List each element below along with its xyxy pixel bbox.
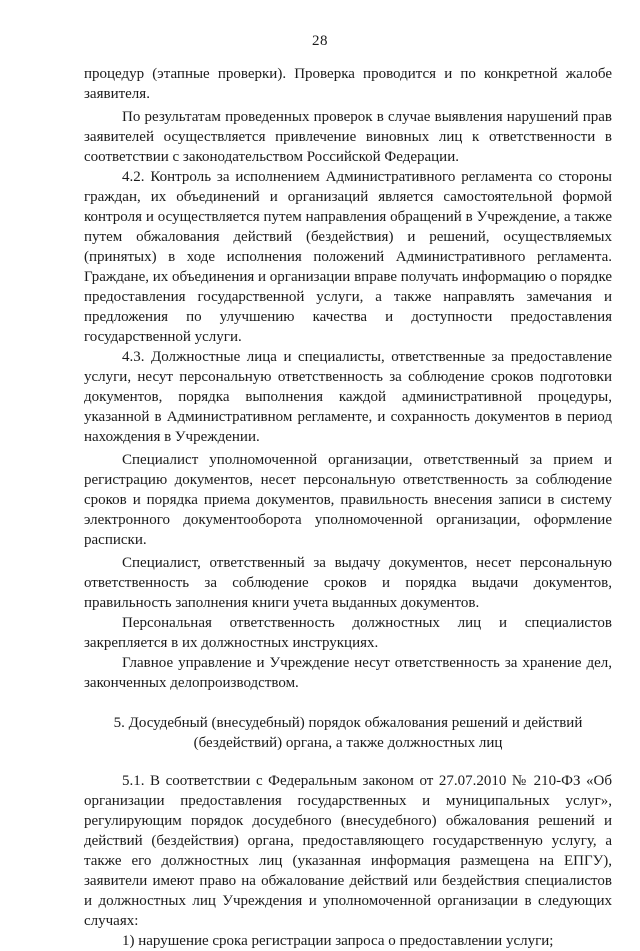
section-5-heading [84, 713, 612, 753]
paragraph-continuation: процедур (этапные проверки). Проверка проводится и по конкретной жалобе заявителя. [84, 66, 612, 102]
paragraph-reception-specialist: Специалист уполномоченной организации, ответственный за прием и регистрацию документов, несет персональную ответственность за соблюдение сроков и порядка приема документов, правильность внесения записи в систему электронного документооборота уполномоченной организации, оформление расписки. [84, 452, 612, 548]
paragraph-4-2: 4.2. Контроль за исполнением Административного регламента со стороны граждан, их объединений и организаций является самостоятельной формой контроля и осуществляется путем направления обращений в Учреждение, а также путем обжалования действий (бездействия) и решений, осуществляемых (принятых) в ходе исполнения положений Административного регламента. Граждане, их объединения и организации вправе получать информацию о порядке предоставления государственной услуги, а также направлять замечания и предложения по улучшению качества и доступности предоставления государственной услуги. [84, 169, 613, 345]
paragraph-archive-responsibility: Главное управление и Учреждение несут ответственность за хранение дел, законченных делопроизводством. [84, 655, 612, 691]
page-number: 28 [312, 33, 328, 49]
paragraph-4-3: 4.3. Должностные лица и специалисты, ответственные за предоставление услуги, несут персональную ответственность за соблюдение сроков подготовки документов, порядка выполнения каждой административной процедуры, указанной в Административном регламенте, и сохранность документов в период нахождения в Учреждении. [84, 349, 612, 445]
paragraph-5-1: 5.1. В соответствии с Федеральным законом от 27.07.2010 № 210-ФЗ «Об организации предоставления государственных и муниципальных услуг», регулирующим порядок досудебного (внесудебного) обжалования решений и действий (бездействия) органа, предоставляющего государственную услугу, а также его должностных лиц (указанная информация размещена на ЕПГУ), заявители имеют право на обжалование действий или бездействия специалистов и должностных лиц Учреждения и уполномоченной организации в следующих случаях: [84, 773, 612, 929]
list-item-1: 1) нарушение срока регистрации запроса о предоставлении услуги; [122, 933, 554, 949]
paragraph-inspection-results: По результатам проведенных проверок в случае выявления нарушений прав заявителей осуществляется привлечение виновных лиц к ответственности в соответствии с законодательством Российской Федерации. [84, 109, 612, 165]
page-content [84, 64, 612, 951]
paragraph-issuing-specialist: Специалист, ответственный за выдачу документов, несет персональную ответственность за соблюдение сроков и порядка выдачи документов, правильность заполнения книги учета выданных документов. [84, 555, 612, 611]
paragraph-personal-responsibility: Персональная ответственность должностных лиц и специалистов закрепляется в их должностных инструкциях. [84, 615, 612, 651]
section-heading-line-1: 5. Досудебный (внесудебный) порядок обжалования решений и действий [113, 715, 583, 731]
section-heading-line-2: (бездействий) органа, а также должностных лиц [193, 735, 503, 751]
